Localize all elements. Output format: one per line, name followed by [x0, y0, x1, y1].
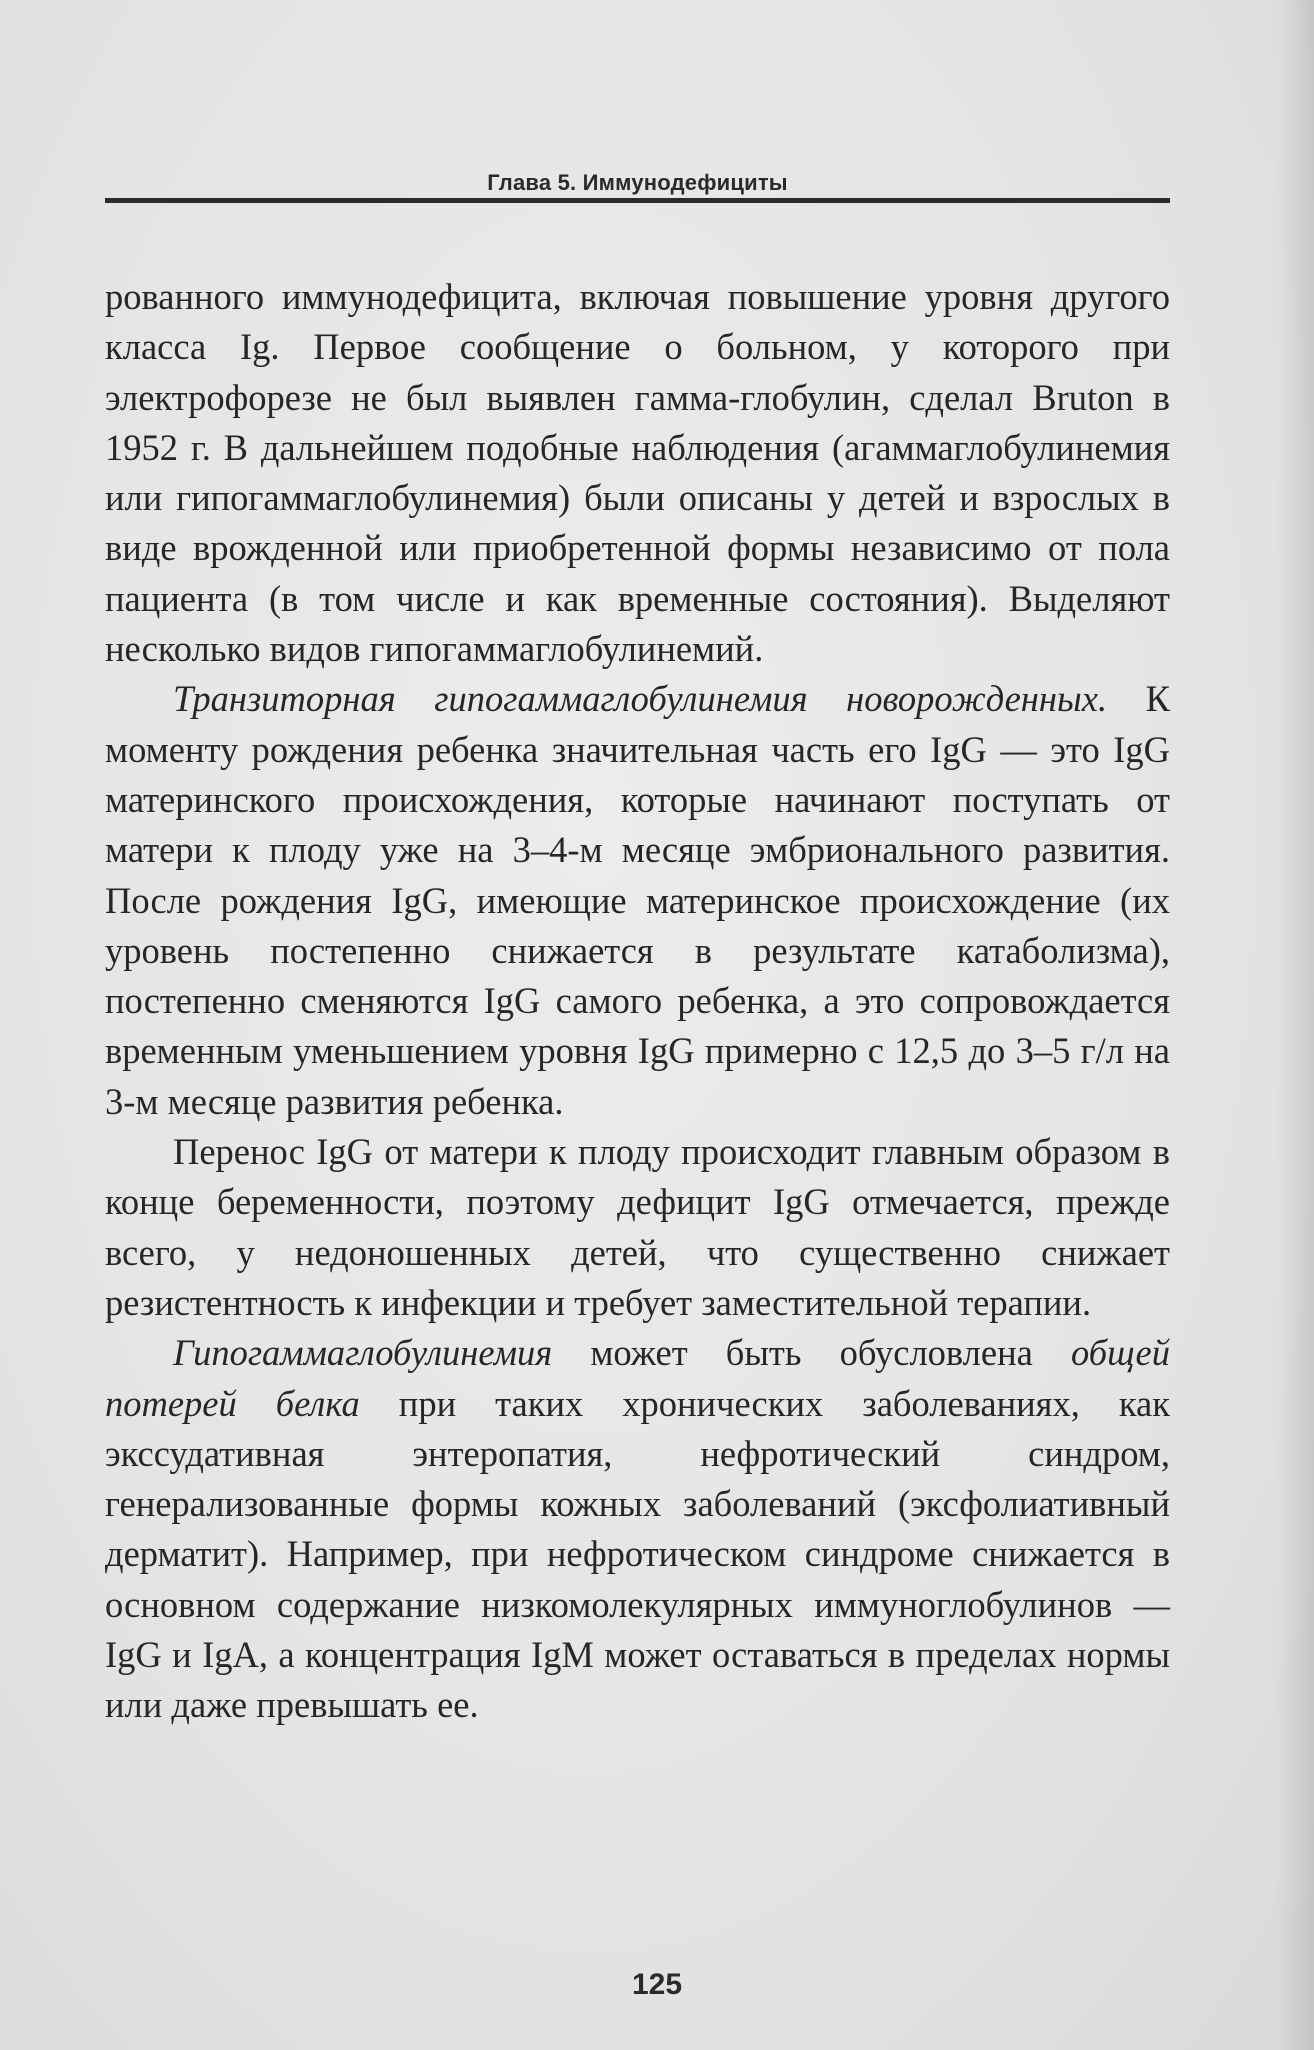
- header-rule: [105, 198, 1170, 203]
- paragraph-4-text-mid: может быть обусловлена: [552, 1332, 1071, 1374]
- paragraph-4: [105, 1328, 1170, 1730]
- paragraph-2-italic-lead: Транзиторная гипогаммаглобулинемия новорожденных.: [173, 678, 1108, 720]
- page-number: 125: [631, 1968, 683, 2001]
- paragraph-4-text: при таких хронических заболеваниях, как экссудативная энтеропатия, нефротический синдром, генерализованные формы кожных заболеваний (эксфолиативный дерматит). Например, при нефротическом синдроме снижается в основном содержание низкомолекулярных иммуноглобулинов — IgG и IgA, а концентрация IgM может оставаться в пределах нормы или даже превышать ее.: [105, 1382, 1170, 1726]
- paragraph-1-text: рованного иммунодефицита, включая повышение уровня другого класса Ig. Первое сообщение о больном, у которого при электрофорезе не был выявлен гамма-глобулин, сделал Bruton в 1952 г. В дальнейшем подобные наблюдения (агаммаглобулинемия или гипогаммаглобулинемия) были описаны у детей и взрослых в виде врожденной или приобретенной формы независимо от пола пациента (в том числе и как временные состояния). Выделяют несколько видов гипогаммаглобулинемий.: [105, 276, 1170, 670]
- paragraph-1: [105, 272, 1170, 674]
- paragraph-2: [105, 674, 1170, 1127]
- paragraph-2-text: К моменту рождения ребенка значительная часть его IgG — это IgG материнского происхождения, которые начинают поступать от матери к плоду уже на 3–4-м месяце эмбрионального развития. После рождения IgG, имеющие материнское происхождение (их уровень постепенно снижается в результате катаболизма), постепенно сменяются IgG самого ребенка, а это сопровождается временным уменьшением уровня IgG примерно с 12,5 до 3–5 г/л на 3-м месяце развития ребенка.: [105, 678, 1170, 1122]
- paragraph-3-text: Перенос IgG от матери к плоду происходит главным образом в конце беременности, поэтому дефицит IgG отмечается, прежде всего, у недоношенных детей, что существенно снижает резистентность к инфекции и требует заместительной терапии.: [105, 1131, 1170, 1323]
- paragraph-4-italic-lead: Гипогаммаглобулинемия: [173, 1332, 553, 1374]
- running-head: Глава 5. Иммунодефициты: [487, 170, 788, 195]
- body-text: [105, 272, 1170, 1731]
- paragraph-3: [105, 1127, 1170, 1328]
- paragraph-4-italic-mid: общей потерей белка: [105, 1332, 1170, 1424]
